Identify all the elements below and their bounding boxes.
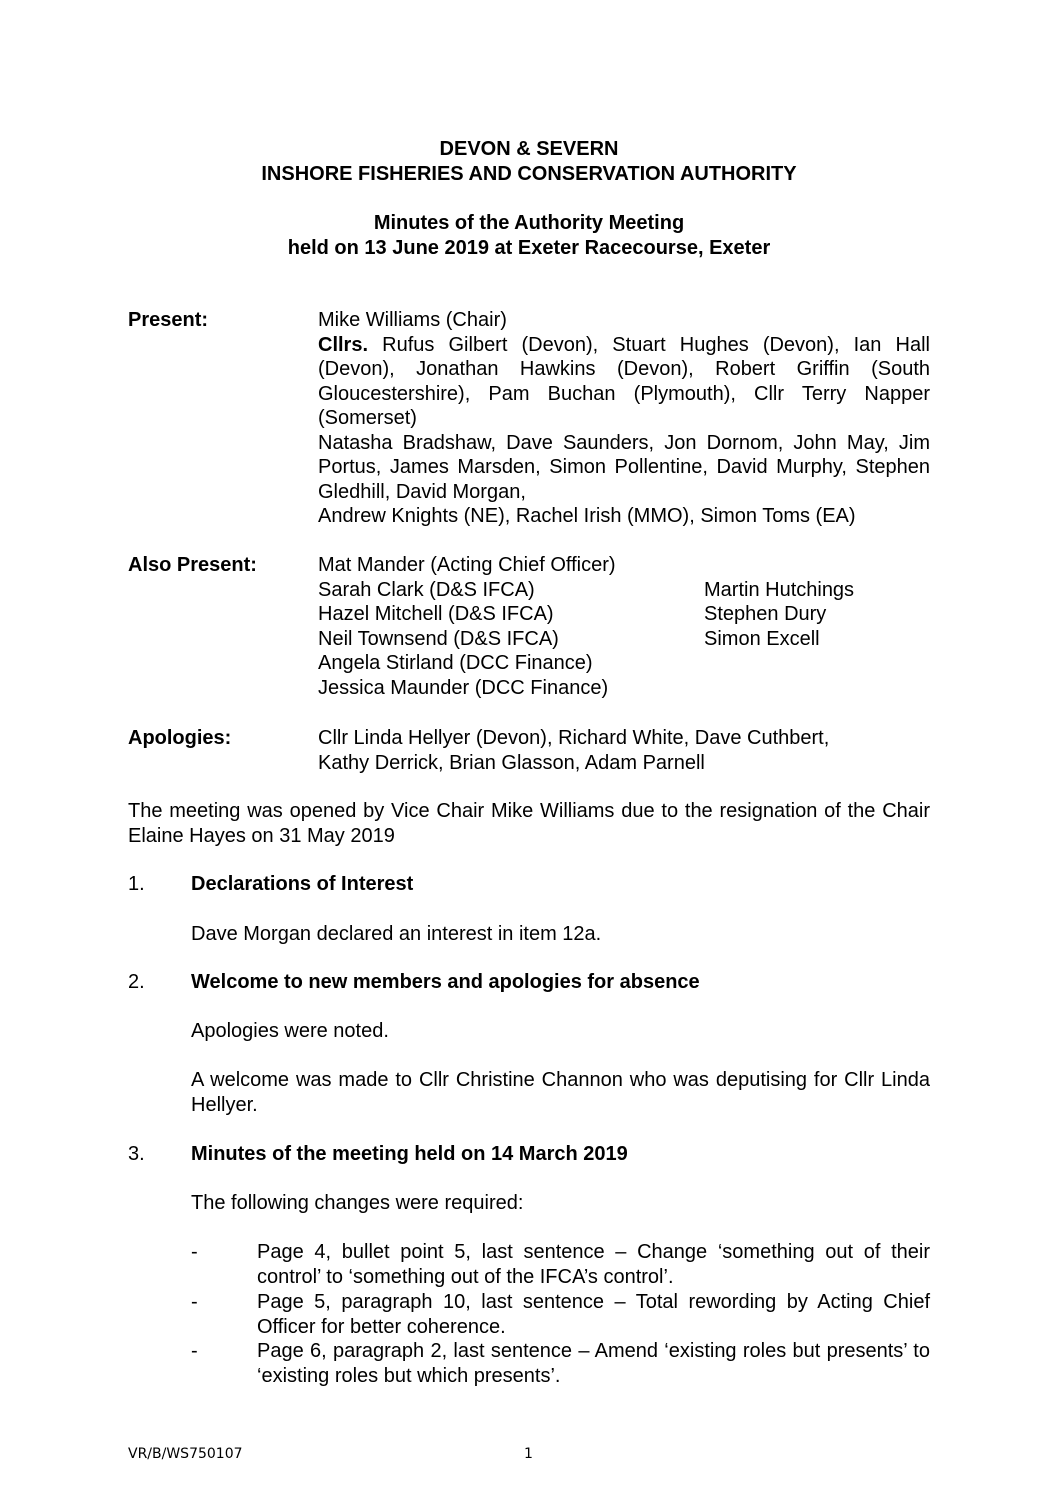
bullet-marker: - bbox=[191, 1241, 198, 1263]
apologies-line: Cllr Linda Hellyer (Devon), Richard White, Dave Cuthbert, bbox=[318, 727, 830, 749]
also-present-name: Angela Stirland (DCC Finance) bbox=[318, 652, 593, 674]
item-title: Minutes of the meeting held on 14 March 2019 bbox=[191, 1143, 628, 1165]
present-cllrs bbox=[318, 333, 930, 431]
present-chair: Mike Williams (Chair) bbox=[318, 309, 507, 331]
minutes-title: Minutes of the Authority Meeting bbox=[373, 212, 685, 234]
authority-name-line1: DEVON & SEVERN bbox=[439, 138, 619, 160]
also-present-name: Hazel Mitchell (D&S IFCA) bbox=[318, 603, 554, 625]
also-present-name: Jessica Maunder (DCC Finance) bbox=[318, 676, 609, 699]
bullet-marker: - bbox=[191, 1340, 198, 1362]
opening-paragraph: The meeting was opened by Vice Chair Mike Williams due to the resignation of the Chair Elaine Hayes on 31 May 2019 bbox=[128, 800, 930, 847]
authority-name-line2: INSHORE FISHERIES AND CONSERVATION AUTHORITY bbox=[261, 163, 797, 185]
also-present-right-list bbox=[704, 578, 854, 652]
item-number: 1. bbox=[128, 873, 145, 895]
present-agencies: Andrew Knights (NE), Rachel Irish (MMO), Simon Toms (EA) bbox=[318, 505, 856, 527]
also-present-name: Mat Mander (Acting Chief Officer) bbox=[318, 554, 616, 576]
present-label: Present: bbox=[128, 309, 209, 331]
list-item-text: Page 4, bullet point 5, last sentence – Change ‘something out of their control’ to ‘something out of the IFCA’s control’. bbox=[257, 1241, 930, 1288]
also-present-name: Martin Hutchings bbox=[704, 578, 855, 601]
also-present-left-list bbox=[318, 553, 698, 700]
apologies-label: Apologies: bbox=[128, 727, 232, 749]
item-number: 2. bbox=[128, 971, 145, 993]
list-item bbox=[191, 1290, 930, 1340]
item-paragraph: Apologies were noted. bbox=[191, 1020, 389, 1042]
list-item-text: Page 5, paragraph 10, last sentence – Total rewording by Acting Chief Officer for better coherence. bbox=[257, 1291, 930, 1338]
apologies-line: Kathy Derrick, Brian Glasson, Adam Parnell bbox=[318, 751, 705, 774]
item-title: Declarations of Interest bbox=[191, 873, 414, 895]
cllrs-prefix: Cllrs. bbox=[318, 333, 369, 356]
list-item-text: Page 6, paragraph 2, last sentence – Amend ‘existing roles but presents’ to ‘existing roles but which presents’. bbox=[257, 1340, 930, 1387]
list-item bbox=[191, 1240, 930, 1290]
list-item bbox=[191, 1339, 930, 1389]
also-present-label: Also Present: bbox=[128, 554, 257, 576]
item-paragraph: The following changes were required: bbox=[191, 1192, 524, 1214]
item-title: Welcome to new members and apologies for absence bbox=[191, 971, 700, 993]
page-number: 1 bbox=[524, 1446, 533, 1462]
cllrs-list: Rufus Gilbert (Devon), Stuart Hughes (Devon), Ian Hall (Devon), Jonathan Hawkins (Devon), Robert Griffin (South Gloucestershire), Pam Buchan (Plymouth), Cllr Terry Napper (Somerset) bbox=[318, 333, 930, 429]
minutes-subtitle: held on 13 June 2019 at Exeter Racecourse, Exeter bbox=[287, 237, 771, 259]
also-present-name: Neil Townsend (D&S IFCA) bbox=[318, 627, 559, 650]
also-present-name: Stephen Dury bbox=[704, 603, 827, 625]
also-present-name: Simon Excell bbox=[704, 627, 820, 650]
apologies-block bbox=[318, 726, 930, 775]
document-reference: VR/B/WS750107 bbox=[128, 1446, 243, 1462]
present-members: Natasha Bradshaw, Dave Saunders, Jon Dornom, John May, Jim Portus, James Marsden, Simon Pollentine, David Murphy, Stephen Gledhill, David Morgan, bbox=[318, 431, 930, 503]
present-block bbox=[318, 308, 930, 529]
item-number: 3. bbox=[128, 1143, 145, 1165]
bullet-marker: - bbox=[191, 1291, 198, 1313]
item-paragraph: A welcome was made to Cllr Christine Channon who was deputising for Cllr Linda Hellyer. bbox=[191, 1069, 930, 1116]
also-present-name: Sarah Clark (D&S IFCA) bbox=[318, 578, 535, 601]
item-paragraph: Dave Morgan declared an interest in item 12a. bbox=[191, 923, 602, 945]
